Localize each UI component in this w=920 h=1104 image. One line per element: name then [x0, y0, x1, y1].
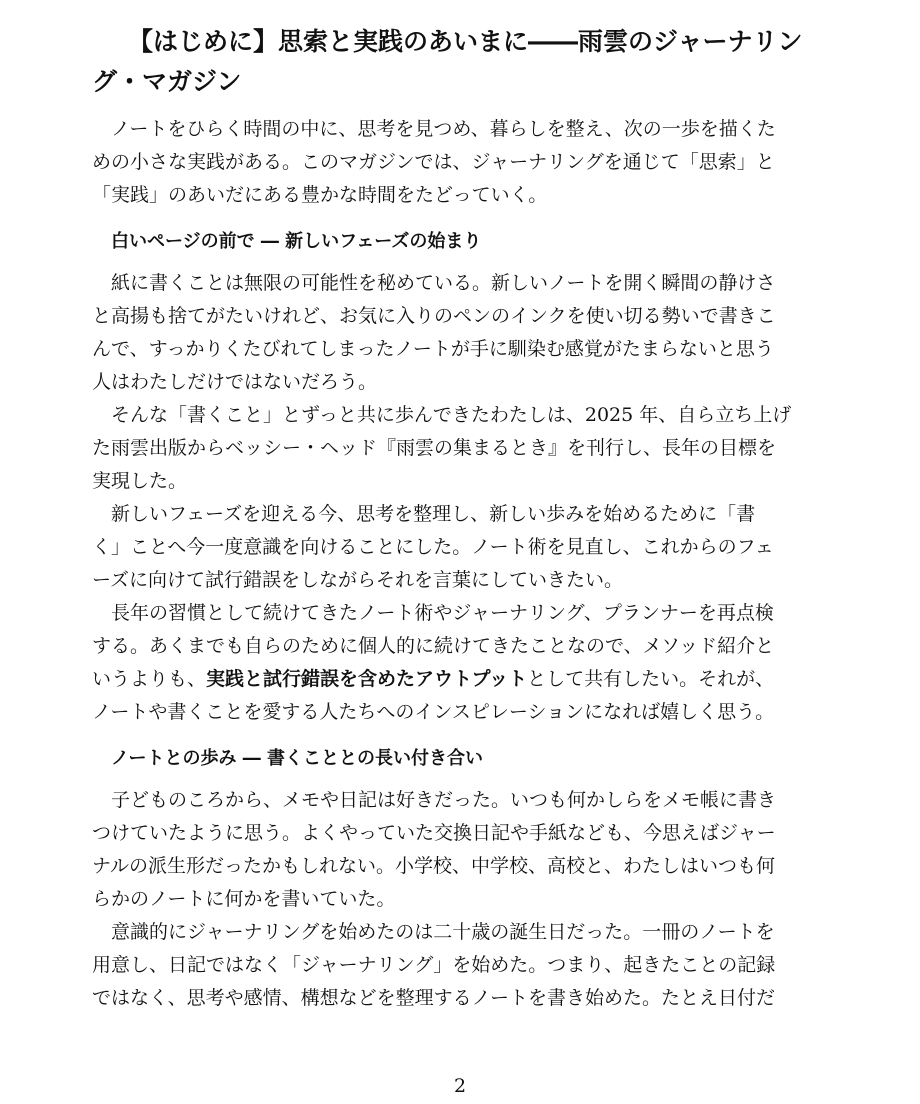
text-line	[92, 663, 832, 696]
text-line: 新しいフェーズを迎える今、思考を整理し、新しい歩みを始めるために「書	[111, 503, 756, 525]
body-paragraph	[92, 498, 832, 597]
text-line: 人はわたしだけではないだろう。	[92, 371, 378, 393]
title-line: 【はじめに】思索と実践のあいまに――雨雲のジャーナリン	[128, 27, 803, 56]
page-number: 2	[453, 1075, 467, 1097]
section-heading: 白いページの前で ― 新しいフェーズの始まり	[111, 231, 482, 252]
text-line: 紙に書くことは無限の可能性を秘めている。新しいノートを開く瞬間の静けさ	[111, 272, 776, 294]
text-line: ノートをひらく時間の中に、思考を見つめ、暮らしを整え、次の一歩を描くた	[111, 118, 776, 140]
text-line: する。あくまでも自らのために個人的に続けてきたことなので、メソッド紹介と	[92, 635, 775, 657]
body-paragraph	[92, 399, 832, 498]
text-line: た雨雲出版からベッシー・ヘッド『雨雲の集まるとき』を刊行し、長年の目標を	[92, 437, 777, 459]
text-line: らかのノートに何かを書いていた。	[92, 888, 396, 910]
text-line: と高揚も捨てがたいけれど、お気に入りのペンのインクを使い切る勢いで書きこ	[92, 305, 776, 327]
text-line: ノートや書くことを愛する人たちへのインスピレーションになれば嬉しく思う。	[92, 701, 775, 723]
body-paragraph	[92, 784, 832, 916]
text-line: く」ことへ今一度意識を向けることにした。ノート術を見直し、これからのフェ	[92, 536, 774, 558]
text-line: つけていたように思う。よくやっていた交換日記や手紙なども、今思えばジャー	[92, 822, 776, 844]
text-line: 子どものころから、メモや日記は好きだった。いつも何かしらをメモ帳に書き	[111, 789, 777, 811]
text-line: 用意し、日記ではなく「ジャーナリング」を始めた。つまり、起きたことの記録	[92, 954, 776, 976]
text-line: 実現した。	[92, 470, 188, 492]
body-paragraph	[92, 597, 832, 729]
body-paragraph	[92, 267, 832, 399]
emphasis-text: 実践と試行錯誤を含めたアウトプット	[206, 668, 528, 690]
text-line: ーズに向けて試行錯誤をしながらそれを言葉にしていきたい。	[92, 569, 624, 591]
text-line: 「実践」のあいだにある豊かな時間をたどっていく。	[92, 184, 548, 206]
text-segment: として共有したい。それが、	[527, 668, 775, 690]
text-line: ナルの派生形だったかもしれない。小学校、中学校、高校と、わたしはいつも何	[92, 855, 776, 877]
page-title	[92, 22, 852, 102]
text-line: 意識的にジャーナリングを始めたのは二十歳の誕生日だった。一冊のノートを	[111, 921, 775, 943]
text-line: 長年の習慣として続けてきたノート術やジャーナリング、プランナーを再点検	[111, 602, 774, 624]
title-line: グ・マガジン	[92, 67, 242, 96]
text-line: ではなく、思考や感情、構想などを整理するノートを書き始めた。たとえ日付だ	[92, 987, 776, 1009]
text-segment: いうよりも、	[92, 668, 207, 690]
text-line: そんな「書くこと」とずっと共に歩んできたわたしは、2025 年、自ら立ち上げ	[111, 404, 792, 426]
body-paragraph	[92, 916, 832, 1015]
section-heading: ノートとの歩み ― 書くこととの長い付き合い	[111, 748, 483, 769]
text-line: んで、すっかりくたびれてしまったノートが手に馴染む感覚がたまらないと思う	[92, 338, 774, 360]
intro-paragraph	[92, 113, 832, 212]
text-line: めの小さな実践がある。このマガジンでは、ジャーナリングを通じて「思索」と	[92, 151, 775, 173]
